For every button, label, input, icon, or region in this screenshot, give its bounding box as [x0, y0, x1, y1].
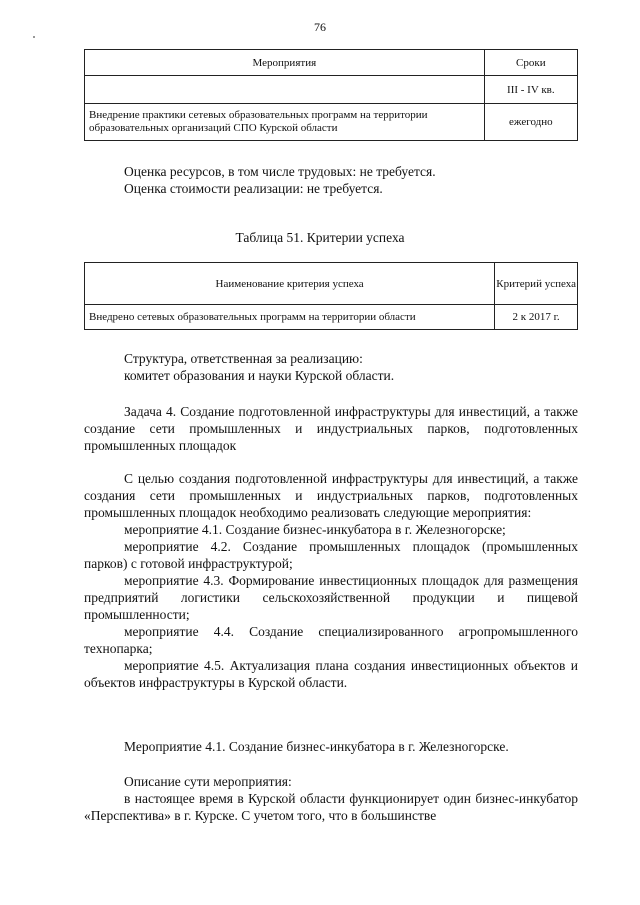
- table1-cell-name: [85, 76, 485, 104]
- table1-header-measures: Мероприятия: [85, 50, 485, 76]
- table-row: [85, 76, 578, 104]
- task4-intro: С целью создания подготовленной инфраструктуры для инвестиций, а также создания сети промышленных и индустриальных парков, подготовленных промышленных площадок необходимо реализовать следующие мероприятия:: [84, 471, 578, 520]
- description-block: [84, 790, 578, 824]
- list-item: мероприятие 4.4. Создание специализированного агропромышленного технопарка;: [84, 624, 578, 656]
- responsible-value: комитет образования и науки Курской области.: [124, 368, 395, 383]
- measures-table: [84, 49, 578, 141]
- table-row: [85, 305, 578, 330]
- table-row: [85, 104, 578, 141]
- list-item: мероприятие 4.1. Создание бизнес-инкубатора в г. Железногорске;: [124, 522, 506, 537]
- table2-cell-name: Внедрено сетевых образовательных программ на территории области: [85, 305, 495, 330]
- task4-title-text: Задача 4. Создание подготовленной инфраструктуры для инвестиций, а также создание сети промышленных и индустриальных парков, подготовленных промышленных площадок: [84, 404, 578, 453]
- table2-cell-criterion: 2 к 2017 г.: [495, 305, 578, 330]
- success-criteria-table: [84, 262, 578, 330]
- list-item: мероприятие 4.2. Создание промышленных площадок (промышленных парков) с готовой инфраструктурой;: [84, 539, 578, 571]
- page-number: 76: [314, 20, 326, 34]
- table1-cell-date: III - IV кв.: [484, 76, 577, 104]
- list-item: мероприятие 4.3. Формирование инвестиционных площадок для размещения предприятий логистики сельскохозяйственной продукции и пищевой промышленности;: [84, 573, 578, 622]
- table2-header-criterion: Критерий успеха: [495, 263, 578, 305]
- task4-section: [84, 470, 578, 691]
- description-text: в настоящее время в Курской области функционирует один бизнес-инкубатор «Перспектива» в г. Курске. С учетом того, что в большинстве: [84, 791, 578, 823]
- table2-caption: Таблица 51. Критерии успеха: [235, 230, 405, 245]
- table1-cell-name: Внедрение практики сетевых образовательных программ на территории образовательных организаций СПО Курской области: [85, 104, 485, 141]
- table2-header-name: Наименование критерия успеха: [85, 263, 495, 305]
- responsible-label: Структура, ответственная за реализацию:: [124, 351, 363, 366]
- measure-4-1-title: Мероприятие 4.1. Создание бизнес-инкубатора в г. Железногорске.: [124, 739, 509, 754]
- table1-cell-date: ежегодно: [484, 104, 577, 141]
- task4-title: [84, 403, 578, 454]
- cost-line: Оценка стоимости реализации: не требуется.: [124, 181, 383, 196]
- description-label: Описание сути мероприятия:: [124, 774, 292, 789]
- table1-header-dates: Сроки: [484, 50, 577, 76]
- resources-line: Оценка ресурсов, в том числе трудовых: не требуется.: [124, 164, 436, 179]
- list-item: мероприятие 4.5. Актуализация плана создания инвестиционных объектов и объектов инфраструктуры в Курской области.: [84, 658, 578, 690]
- scan-speck: [33, 36, 35, 38]
